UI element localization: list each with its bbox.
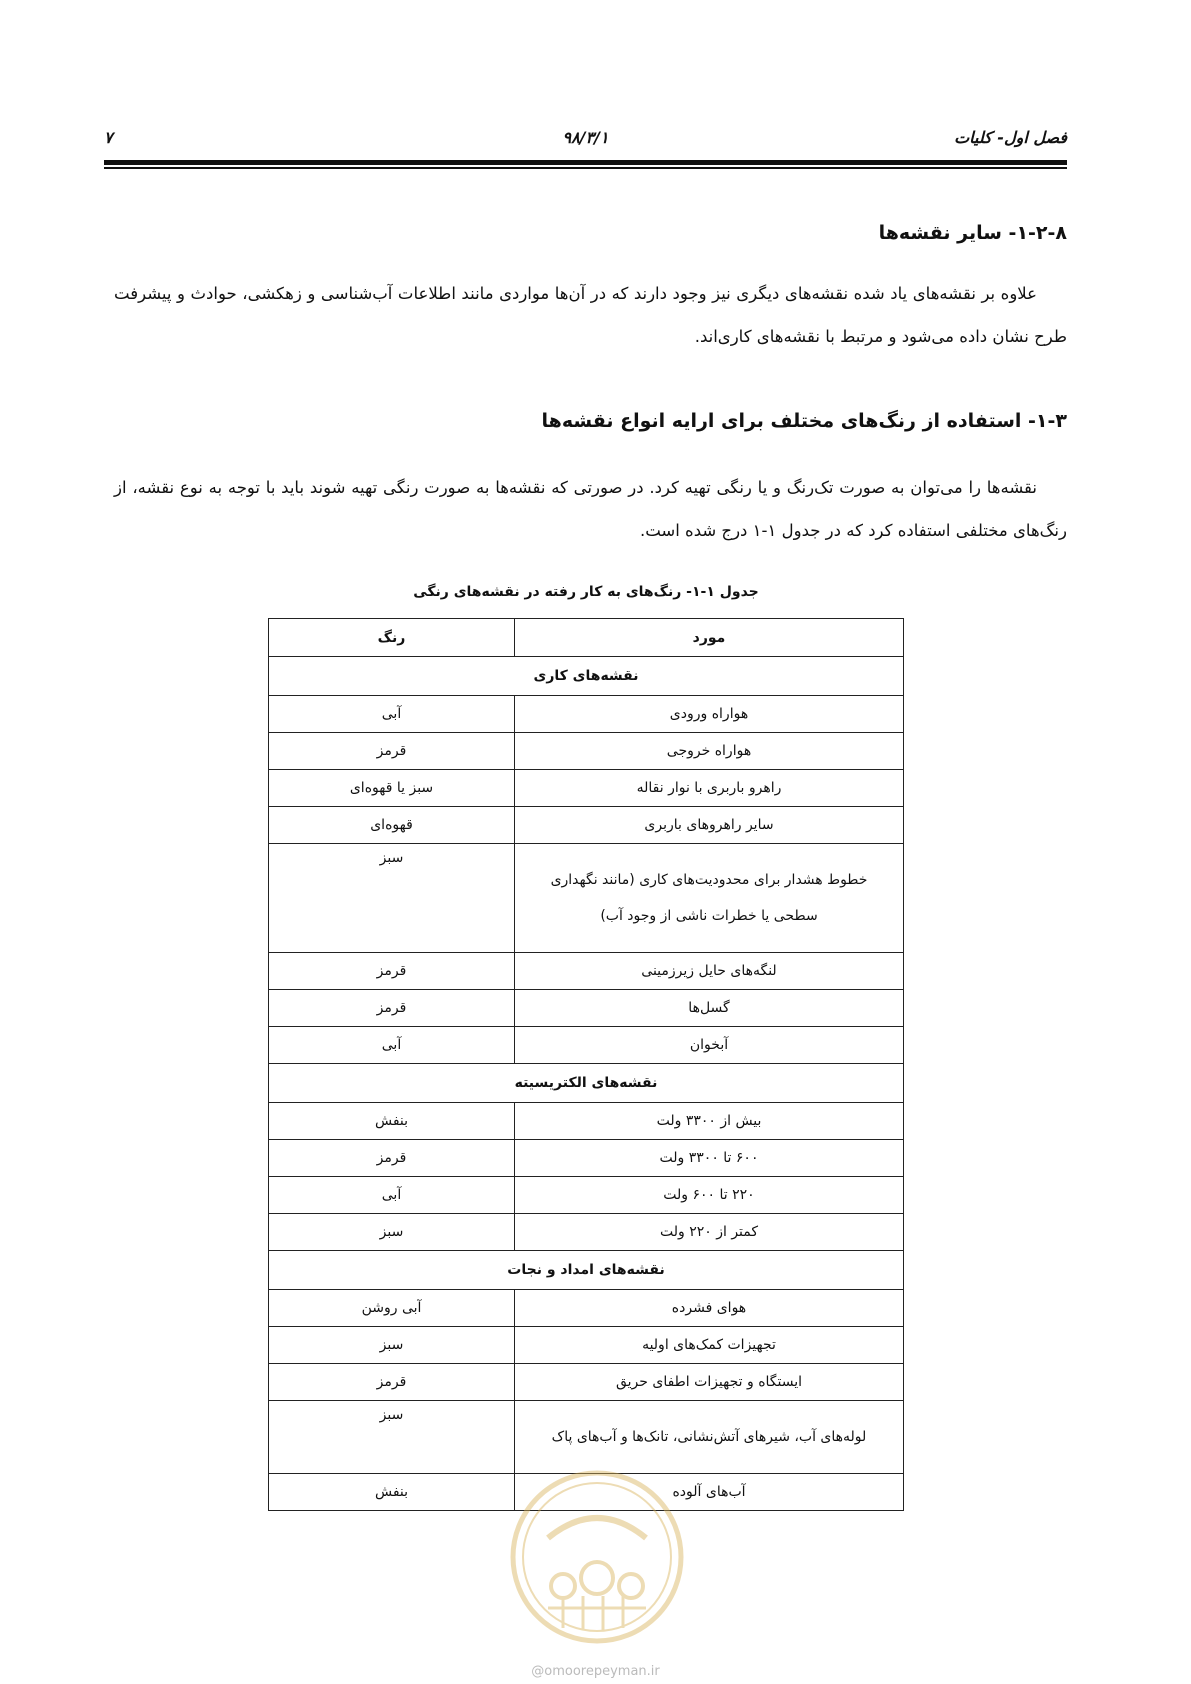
table-row — [269, 1214, 904, 1251]
section-paragraph-1-3: نقشه‌ها را می‌توان به صورت تک‌رنگ و یا رنگی تهیه کرد. در صورتی که نقشه‌ها به صورت رنگی تهیه شوند باید با توجه به نوع نقشه، از رنگ‌های مختلفی استفاده کرد که در جدول ۱-۱ درج شده است. — [114, 478, 1067, 540]
table-row — [269, 1327, 904, 1364]
table-row — [269, 1364, 904, 1401]
item-cell: ۶۰۰ تا ۳۳۰۰ ولت — [515, 1140, 904, 1177]
table-row — [269, 990, 904, 1027]
page-header — [104, 128, 1067, 154]
section-title: نقشه‌های الکتریسیته — [269, 1064, 904, 1103]
table-row — [269, 733, 904, 770]
color-cell: سبز — [269, 1327, 515, 1364]
table-row — [269, 770, 904, 807]
color-cell: بنفش — [269, 1474, 515, 1511]
item-cell: آب‌های آلوده — [515, 1474, 904, 1511]
table-row — [269, 1177, 904, 1214]
header-rule-thin — [104, 167, 1067, 169]
table-row — [269, 807, 904, 844]
color-cell: قرمز — [269, 1140, 515, 1177]
item-cell: گسل‌ها — [515, 990, 904, 1027]
table-row — [269, 1401, 904, 1474]
table-section-row — [269, 657, 904, 696]
item-cell: ایستگاه و تجهیزات اطفای حریق — [515, 1364, 904, 1401]
section-heading-1-3: ۱-۳- استفاده از رنگ‌های مختلف برای ارایه انواع نقشه‌ها — [541, 410, 1067, 432]
item-cell: لوله‌های آب، شیرهای آتش‌نشانی، تانک‌ها و آب‌های پاک — [515, 1401, 904, 1474]
color-cell: آبی — [269, 1177, 515, 1214]
item-cell: خطوط هشدار برای محدودیت‌های کاری (مانند نگهداری سطحی یا خطرات ناشی از وجود آب) — [515, 844, 904, 953]
item-cell: کمتر از ۲۲۰ ولت — [515, 1214, 904, 1251]
table-header-row — [269, 619, 904, 657]
item-cell: بیش از ۳۳۰۰ ولت — [515, 1103, 904, 1140]
table-row — [269, 953, 904, 990]
table-row — [269, 1103, 904, 1140]
item-cell: راهرو باربری با نوار نقاله — [515, 770, 904, 807]
section-title: نقشه‌های امداد و نجات — [269, 1251, 904, 1290]
table-row — [269, 1140, 904, 1177]
item-cell: هواراه ورودی — [515, 696, 904, 733]
header-item: مورد — [515, 619, 904, 657]
color-cell: سبز — [269, 1401, 515, 1474]
color-cell: قرمز — [269, 733, 515, 770]
table-section-row — [269, 1064, 904, 1103]
item-cell: لنگه‌های حایل زیرزمینی — [515, 953, 904, 990]
item-cell: آبخوان — [515, 1027, 904, 1064]
header-color: رنگ — [269, 619, 515, 657]
item-cell: هوای فشرده — [515, 1290, 904, 1327]
color-cell: بنفش — [269, 1103, 515, 1140]
section-title: نقشه‌های کاری — [269, 657, 904, 696]
table-row — [269, 844, 904, 953]
seal-logo-icon — [508, 1468, 686, 1646]
color-cell: سبز — [269, 844, 515, 953]
header-rule-thick — [104, 160, 1067, 165]
table-row — [269, 1027, 904, 1064]
color-cell: قرمز — [269, 1364, 515, 1401]
header-date: ۹۸/۳/۱ — [562, 128, 609, 147]
color-cell: آبی — [269, 1027, 515, 1064]
color-cell: سبز یا قهوه‌ای — [269, 770, 515, 807]
color-cell: قرمز — [269, 990, 515, 1027]
chapter-title: فصل اول- کلیات — [954, 128, 1067, 147]
watermark-text: @omoorepeyman.ir — [531, 1664, 660, 1679]
item-cell: سایر راهروهای باربری — [515, 807, 904, 844]
colors-table — [268, 618, 904, 1511]
table-section-row — [269, 1251, 904, 1290]
page-number: ۷ — [104, 128, 113, 147]
color-cell: آبی — [269, 696, 515, 733]
table-row — [269, 696, 904, 733]
item-cell: هواراه خروجی — [515, 733, 904, 770]
item-cell: تجهیزات کمک‌های اولیه — [515, 1327, 904, 1364]
item-cell: ۲۲۰ تا ۶۰۰ ولت — [515, 1177, 904, 1214]
table-caption: جدول ۱-۱- رنگ‌های به کار رفته در نقشه‌های رنگی — [413, 584, 759, 600]
table-row — [269, 1290, 904, 1327]
color-cell: آبی روشن — [269, 1290, 515, 1327]
color-cell: سبز — [269, 1214, 515, 1251]
color-cell: قرمز — [269, 953, 515, 990]
color-cell: قهوه‌ای — [269, 807, 515, 844]
section-heading-1-2-8: ۱-۲-۸- سایر نقشه‌ها — [878, 222, 1067, 244]
section-paragraph-1-2-8: علاوه بر نقشه‌های یاد شده نقشه‌های دیگری نیز وجود دارند که در آن‌ها مواردی مانند اطلاعات آب‌شناسی و زهکشی، حوادث و پیشرفت طرح نشان داده می‌شود و مرتبط با نقشه‌های کاری‌اند. — [114, 284, 1067, 346]
